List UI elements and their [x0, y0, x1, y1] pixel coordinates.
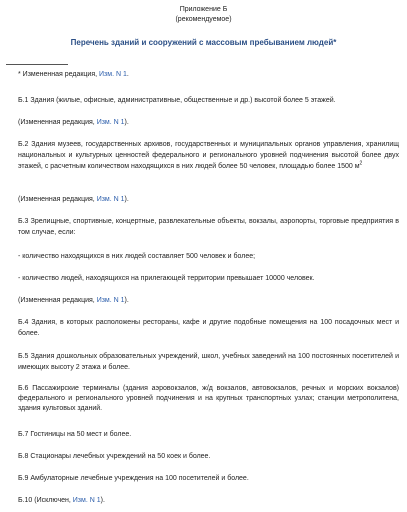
recommended-label: (рекомендуемое) [175, 16, 232, 23]
amendment-link[interactable]: Изм. N 1 [72, 497, 101, 504]
item-b5: Б.5 Здания дошкольных образовательных учреждений, школ, учебных заведений на 100 постоянных посетителей и имеющих высоту 2 этажа и более. [18, 353, 399, 371]
item-b2-text: Б.2 Здания музеев, государственных архивов, государственных и муниципальных органов управления, хранилищ национальных и культурных ценностей федерального и регионального уровней подчинения высотой более двух этажей, с расчетным количеством находящихся в них людей более 50 человек, площадью более 1500 м [18, 141, 399, 170]
edit-note-3 [18, 295, 399, 306]
amendment-link[interactable]: Изм. N 1 [96, 196, 125, 203]
edit-note-suffix: ). [124, 196, 129, 203]
item-b3: Б.3 Зрелищные, спортивные, концертные, развлекательные объекты, вокзалы, аэропорты, торговые предприятия в том случае, если: [18, 218, 399, 236]
footnote-end: . [126, 71, 129, 78]
edit-note-1 [18, 117, 399, 128]
item-b3-condition-a: - количество находящихся в них людей составляет 500 человек и более; [18, 253, 256, 260]
item-b10-text: Б.10 (Исключен, [18, 497, 71, 504]
footnote [18, 69, 399, 80]
amendment-link[interactable]: Изм. N 1 [96, 119, 125, 126]
item-b3-condition-b: - количество людей, находящихся на прилегающей территории превышает 10000 человек. [18, 275, 315, 282]
item-b8: Б.8 Стационары лечебных учреждений на 50 коек и более. [18, 453, 211, 460]
footnote-text: * Измененная редакция, [18, 71, 98, 78]
item-b6: Б.6 Пассажирские терминалы (здания аэровокзалов, ж/д вокзалов, автовокзалов, речных и морских вокзалов) федерального и регионального уровней подчинения и на крупных транспортных узлах; станции метрополитена, здания культовых зданий. [18, 385, 399, 412]
item-b7: Б.7 Гостиницы на 50 мест и более. [18, 431, 132, 438]
item-b2 [18, 139, 399, 172]
item-b9: Б.9 Амбулаторные лечебные учреждения на 100 посетителей и более. [18, 475, 249, 482]
item-b1: Б.1 Здания (жилые, офисные, административные, общественные и др.) высотой более 5 этажей. [18, 97, 336, 104]
edit-note-prefix: (Измененная редакция, [18, 297, 95, 304]
item-b4: Б.4 Здания, в которых расположены рестораны, кафе и другие подобные помещения на 100 посадочных мест и более. [18, 319, 399, 337]
appendix-label: Приложение Б [179, 6, 228, 13]
edit-note-suffix: ). [124, 119, 129, 126]
edit-note-prefix: (Измененная редакция, [18, 196, 95, 203]
item-b10 [18, 495, 399, 506]
amendment-link[interactable]: Изм. N 1 [96, 297, 125, 304]
edit-note-2 [18, 194, 399, 205]
edit-note-prefix: (Измененная редакция, [18, 119, 95, 126]
footnote-divider [6, 64, 68, 65]
edit-note-suffix: ). [124, 297, 129, 304]
superscript: 2 [359, 160, 363, 167]
page-title: Перечень зданий и сооружений с массовым пребыванием людей* [70, 38, 337, 47]
appendix-header [0, 5, 407, 25]
item-b10-suffix: ). [100, 497, 105, 504]
amendment-link[interactable]: Изм. N 1 [99, 71, 127, 78]
